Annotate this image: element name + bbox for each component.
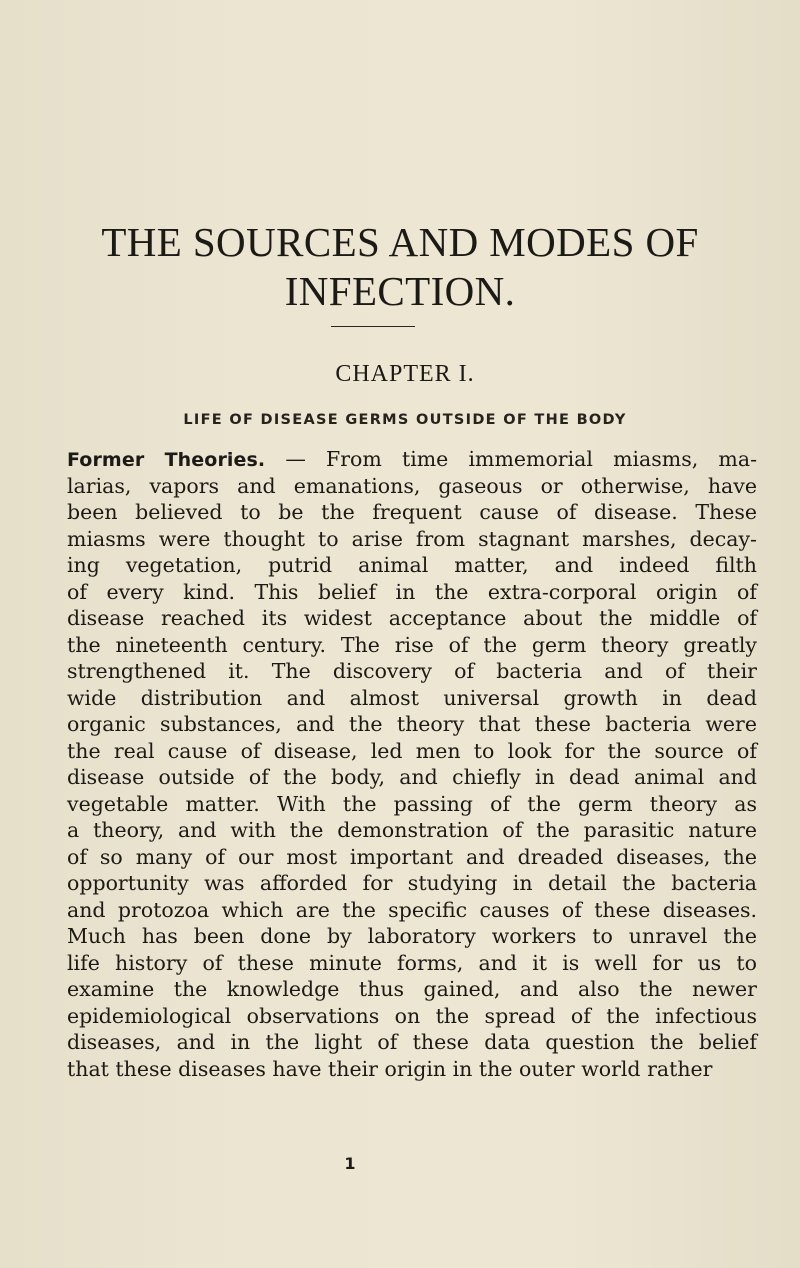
- chapter-title: LIFE OF DISEASE GERMS OUTSIDE OF THE BODY: [183, 412, 627, 428]
- section-lead-heading: Former Theories.: [67, 449, 266, 471]
- paragraph-line: vegetable matter. With the passing of the germ theory as: [67, 791, 757, 816]
- book-title: [40, 218, 760, 316]
- paragraph-line: diseases, and in the light of these data question the belief: [67, 1030, 757, 1054]
- paragraph-line: wide distribution and almost universal growth in dead: [67, 685, 757, 710]
- paragraph-line: of every kind. This belief in the extra-corporal origin of: [67, 579, 757, 604]
- paragraph-line: examine the knowledge thus gained, and also the newer: [67, 977, 757, 1001]
- paragraph-line-text: — From time immemorial miasms, ma-: [265, 447, 757, 471]
- body-paragraph: [67, 446, 757, 1082]
- paragraph-line: and protozoa which are the specific causes of these diseases.: [67, 897, 757, 922]
- chapter-number: CHAPTER I.: [335, 361, 475, 387]
- paragraph-line: organic substances, and the theory that these bacteria were: [67, 712, 757, 736]
- paragraph-line: disease outside of the body, and chiefly in dead animal and: [67, 765, 757, 789]
- paragraph-line: ing vegetation, putrid animal matter, and indeed filth: [67, 553, 757, 577]
- paragraph-line: larias, vapors and emanations, gaseous or otherwise, have: [67, 473, 757, 498]
- paragraph-line: Much has been done by laboratory workers to unravel the: [67, 924, 757, 948]
- book-title-line-2: INFECTION.: [284, 268, 516, 314]
- paragraph-line: epidemiological observations on the spread of the infectious: [67, 1003, 757, 1028]
- paragraph-line: miasms were thought to arise from stagnant marshes, decay-: [67, 526, 757, 551]
- paragraph-line: the real cause of disease, led men to look for the source of: [67, 738, 757, 763]
- paragraph-line: opportunity was afforded for studying in detail the bacteria: [67, 871, 757, 895]
- paragraph-line: strengthened it. The discovery of bacteria and of their: [67, 659, 757, 683]
- title-divider: [331, 326, 415, 327]
- paragraph-line: of so many of our most important and dreaded diseases, the: [67, 844, 757, 869]
- paragraph-line: disease reached its widest acceptance about the middle of: [67, 606, 757, 630]
- paragraph-line: the nineteenth century. The rise of the germ theory greatly: [67, 632, 757, 657]
- paragraph-line: that these diseases have their origin in the outer world rather: [67, 1056, 713, 1081]
- paragraph-line: [67, 446, 757, 473]
- page-number: 1: [344, 1154, 356, 1173]
- paragraph-line: life history of these minute forms, and it is well for us to: [67, 950, 757, 975]
- paragraph-line: a theory, and with the demonstration of the parasitic nature: [67, 818, 757, 842]
- paragraph-line: been believed to be the frequent cause of disease. These: [67, 500, 757, 524]
- book-title-line-1: THE SOURCES AND MODES OF: [101, 219, 699, 265]
